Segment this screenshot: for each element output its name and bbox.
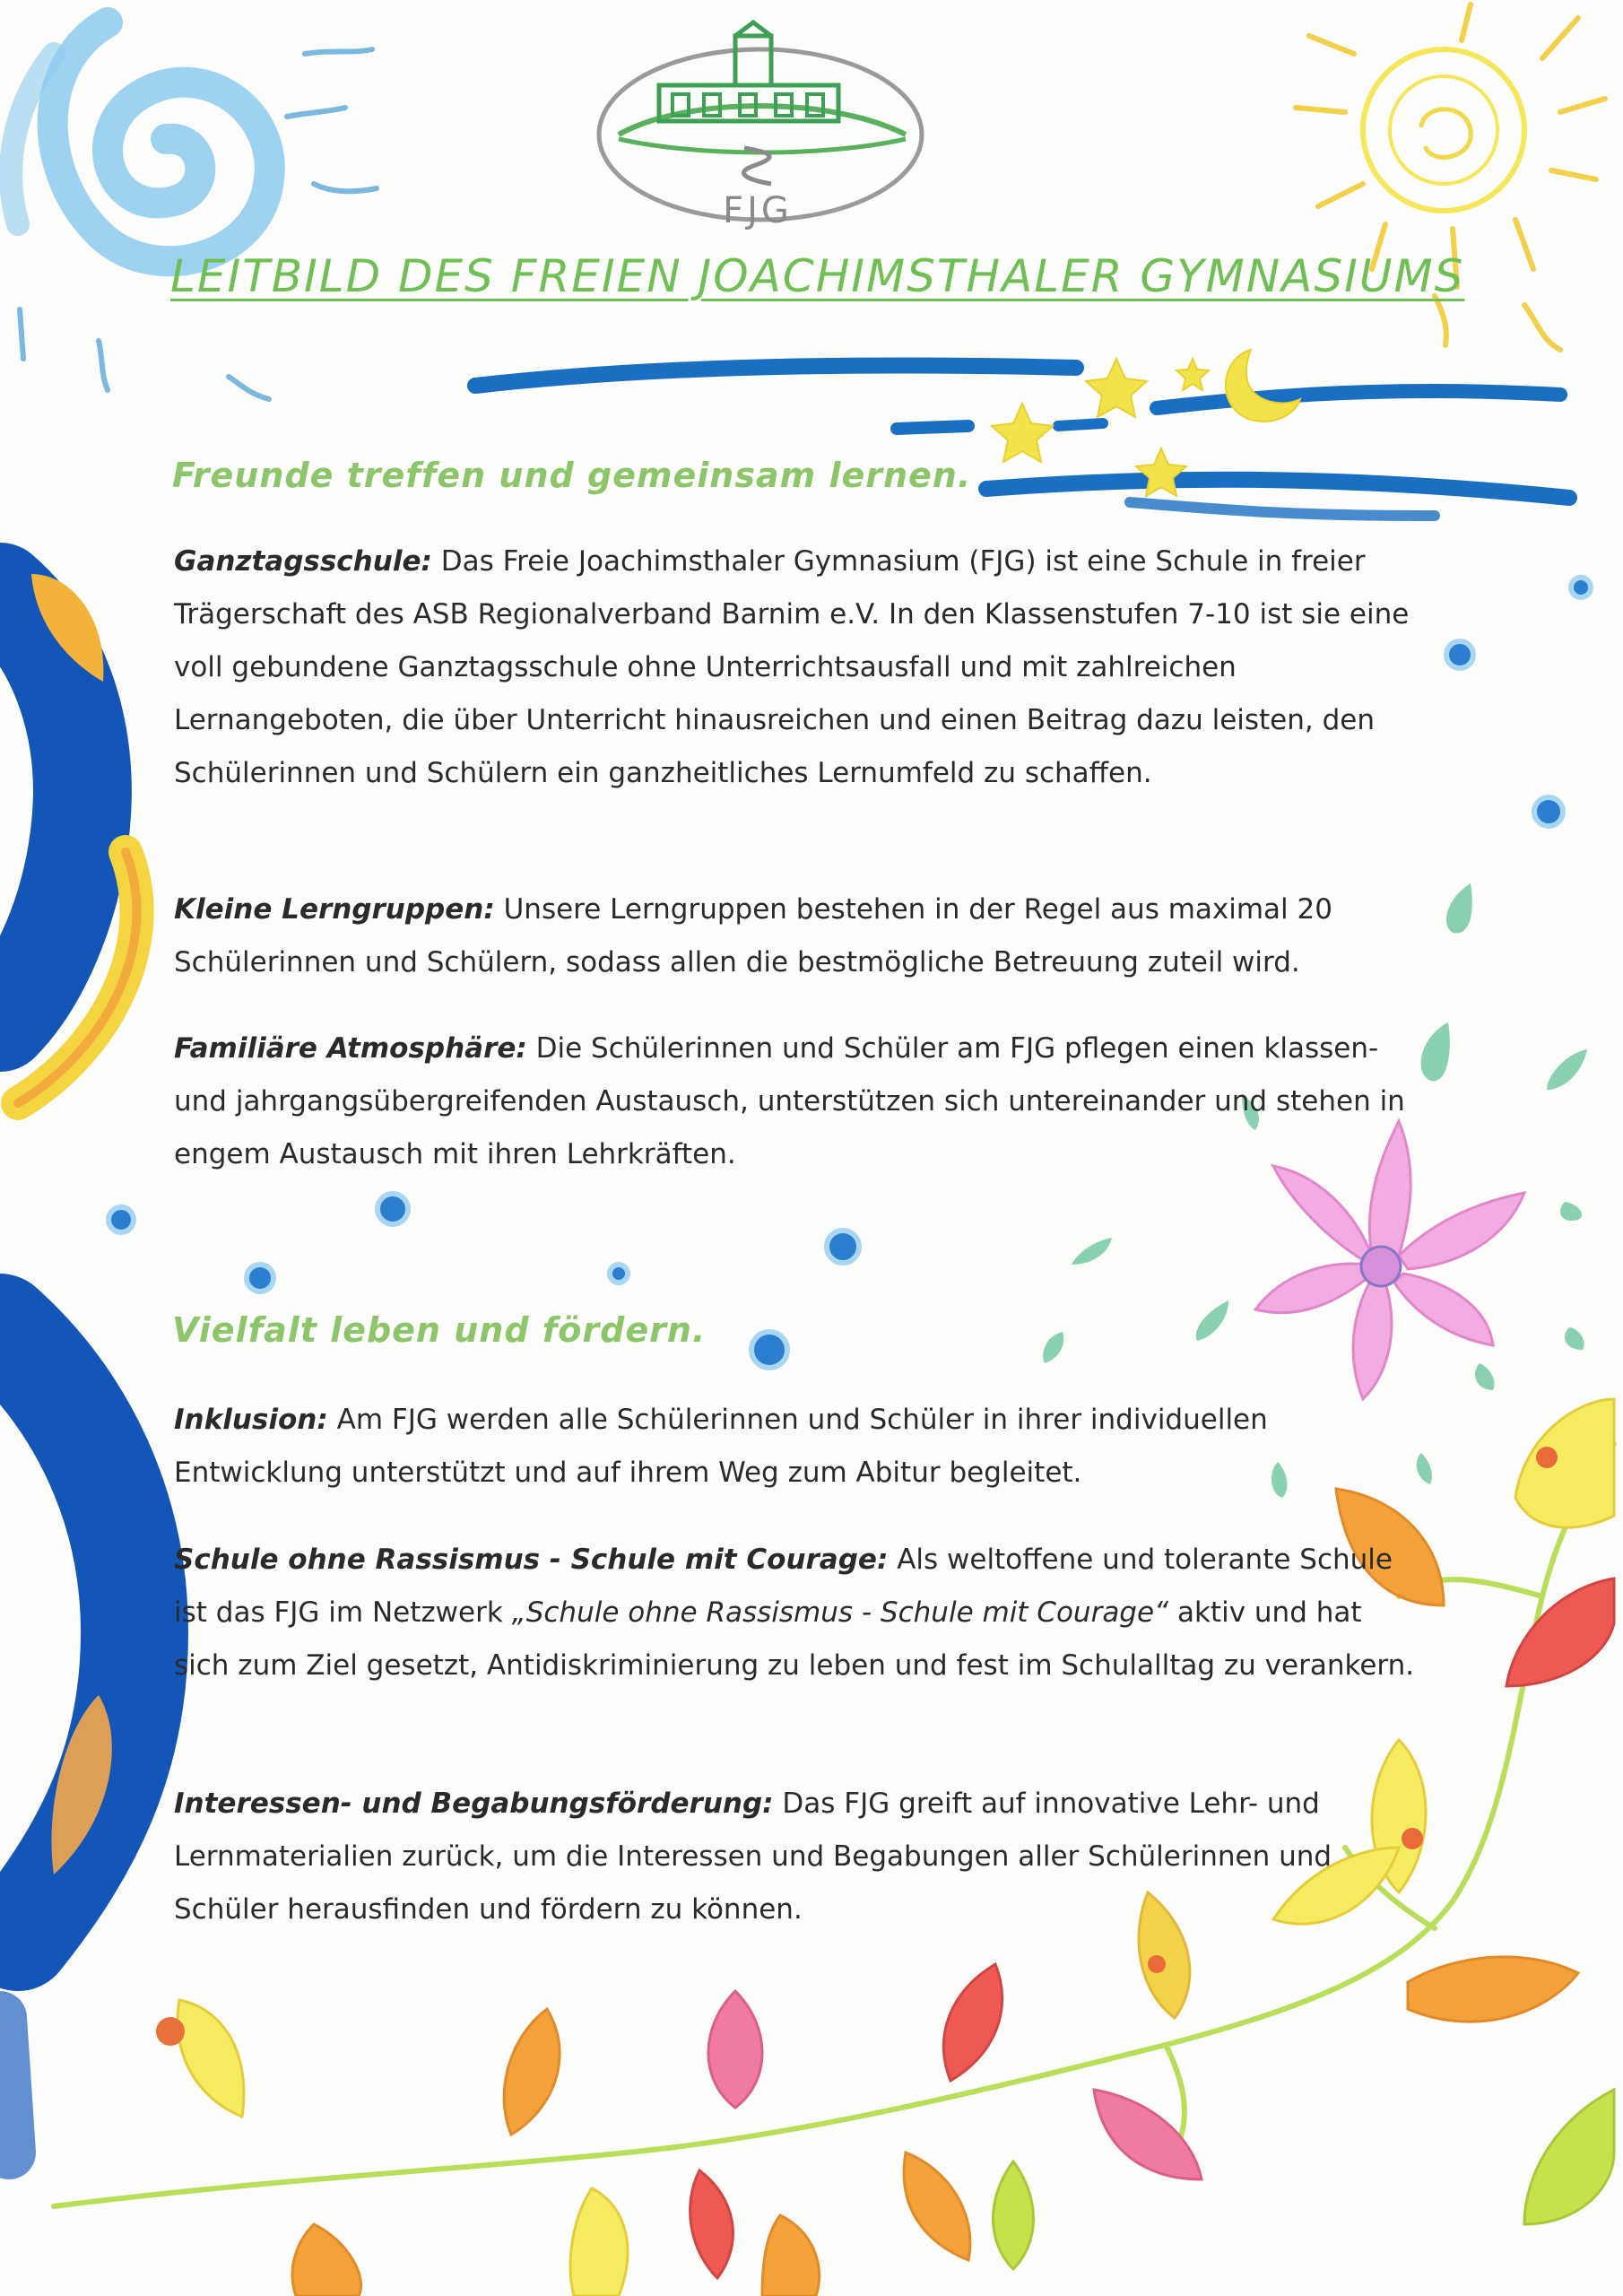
network-name-quote: „Schule ohne Rassismus - Schule mit Courage“: [511, 1596, 1169, 1629]
section-heading: Freunde treffen und gemeinsam lernen.: [172, 456, 972, 495]
paragraph-text: Als weltoffene und tolerante Schule ist das FJG im Netzwerk: [174, 1544, 1393, 1629]
moon-icon: [1226, 350, 1300, 422]
blue-spiral-icon: [11, 22, 270, 261]
paragraph-text: Am FJG werden alle Schülerinnen und Schüler in ihrer individuellen Entwicklung unterstützt und auf ihrem Weg zum Abitur begleitet.: [174, 1404, 1268, 1489]
paragraph-lead: Kleine Lerngruppen:: [174, 893, 495, 926]
paragraph-text: Das Freie Joachimsthaler Gymnasium (FJG) ist eine Schule in freier Trägerschaft des ASB Regionalverband Barnim e.V. In den Klassenstufen 7-10 ist sie eine voll gebundene Ganztagsschule ohne Unterrichtsausfall und mit zahlreichen Lernangeboten, die über Unterricht hinausreichen und einen Beitrag dazu leisten, den Schülerinnen und Schülern ein ganzheitliches Lernumfeld zu schaffen.: [174, 545, 1410, 789]
paragraph-begabungsfoerderung: [174, 1778, 1420, 1936]
paragraph-familiaere-atmosphaere: [174, 1022, 1420, 1181]
paragraph-inklusion: [174, 1394, 1420, 1500]
logo-text: FJG: [723, 190, 793, 231]
paragraph-lead: Schule ohne Rassismus - Schule mit Courage:: [174, 1544, 889, 1576]
paragraph-lead: Interessen- und Begabungsförderung:: [174, 1787, 774, 1820]
paragraph-kleine-lerngruppen: [174, 883, 1420, 989]
document-title: LEITBILD DES FREIEN JOACHIMSTHALER GYMNASIUMS: [170, 250, 1465, 302]
paragraph-text: Die Schülerinnen und Schüler am FJG pflegen einen klassen- und jahrgangsübergreifenden Austausch, unterstützen sich untereinander und stehen in engem Austausch mit ihren Lehrkräften.: [174, 1032, 1405, 1170]
paragraph-ganztagsschule: [174, 535, 1420, 800]
blue-river-icon: [0, 592, 135, 2152]
paragraph-schule-ohne-rassismus: [174, 1534, 1420, 1692]
paragraph-text: Unsere Lerngruppen bestehen in der Regel aus maximal 20 Schülerinnen und Schülern, sodass allen die bestmögliche Betreuung zuteil wird.: [174, 893, 1332, 978]
section-heading: Vielfalt leben und fördern.: [172, 1310, 707, 1350]
paragraph-lead: Inklusion:: [174, 1404, 328, 1436]
paragraph-text: aktiv und hat sich zum Ziel gesetzt, Antidiskriminierung zu leben und fest im Schulalltag zu verankern.: [174, 1596, 1415, 1682]
paragraph-text: Das FJG greift auf innovative Lehr- und Lernmaterialien zurück, um die Interessen und Begabungen aller Schülerinnen und Schüler herausfinden und fördern zu können.: [174, 1787, 1332, 1926]
paragraph-lead: Ganztagsschule:: [174, 545, 432, 578]
paragraph-lead: Familiäre Atmosphäre:: [174, 1032, 527, 1065]
